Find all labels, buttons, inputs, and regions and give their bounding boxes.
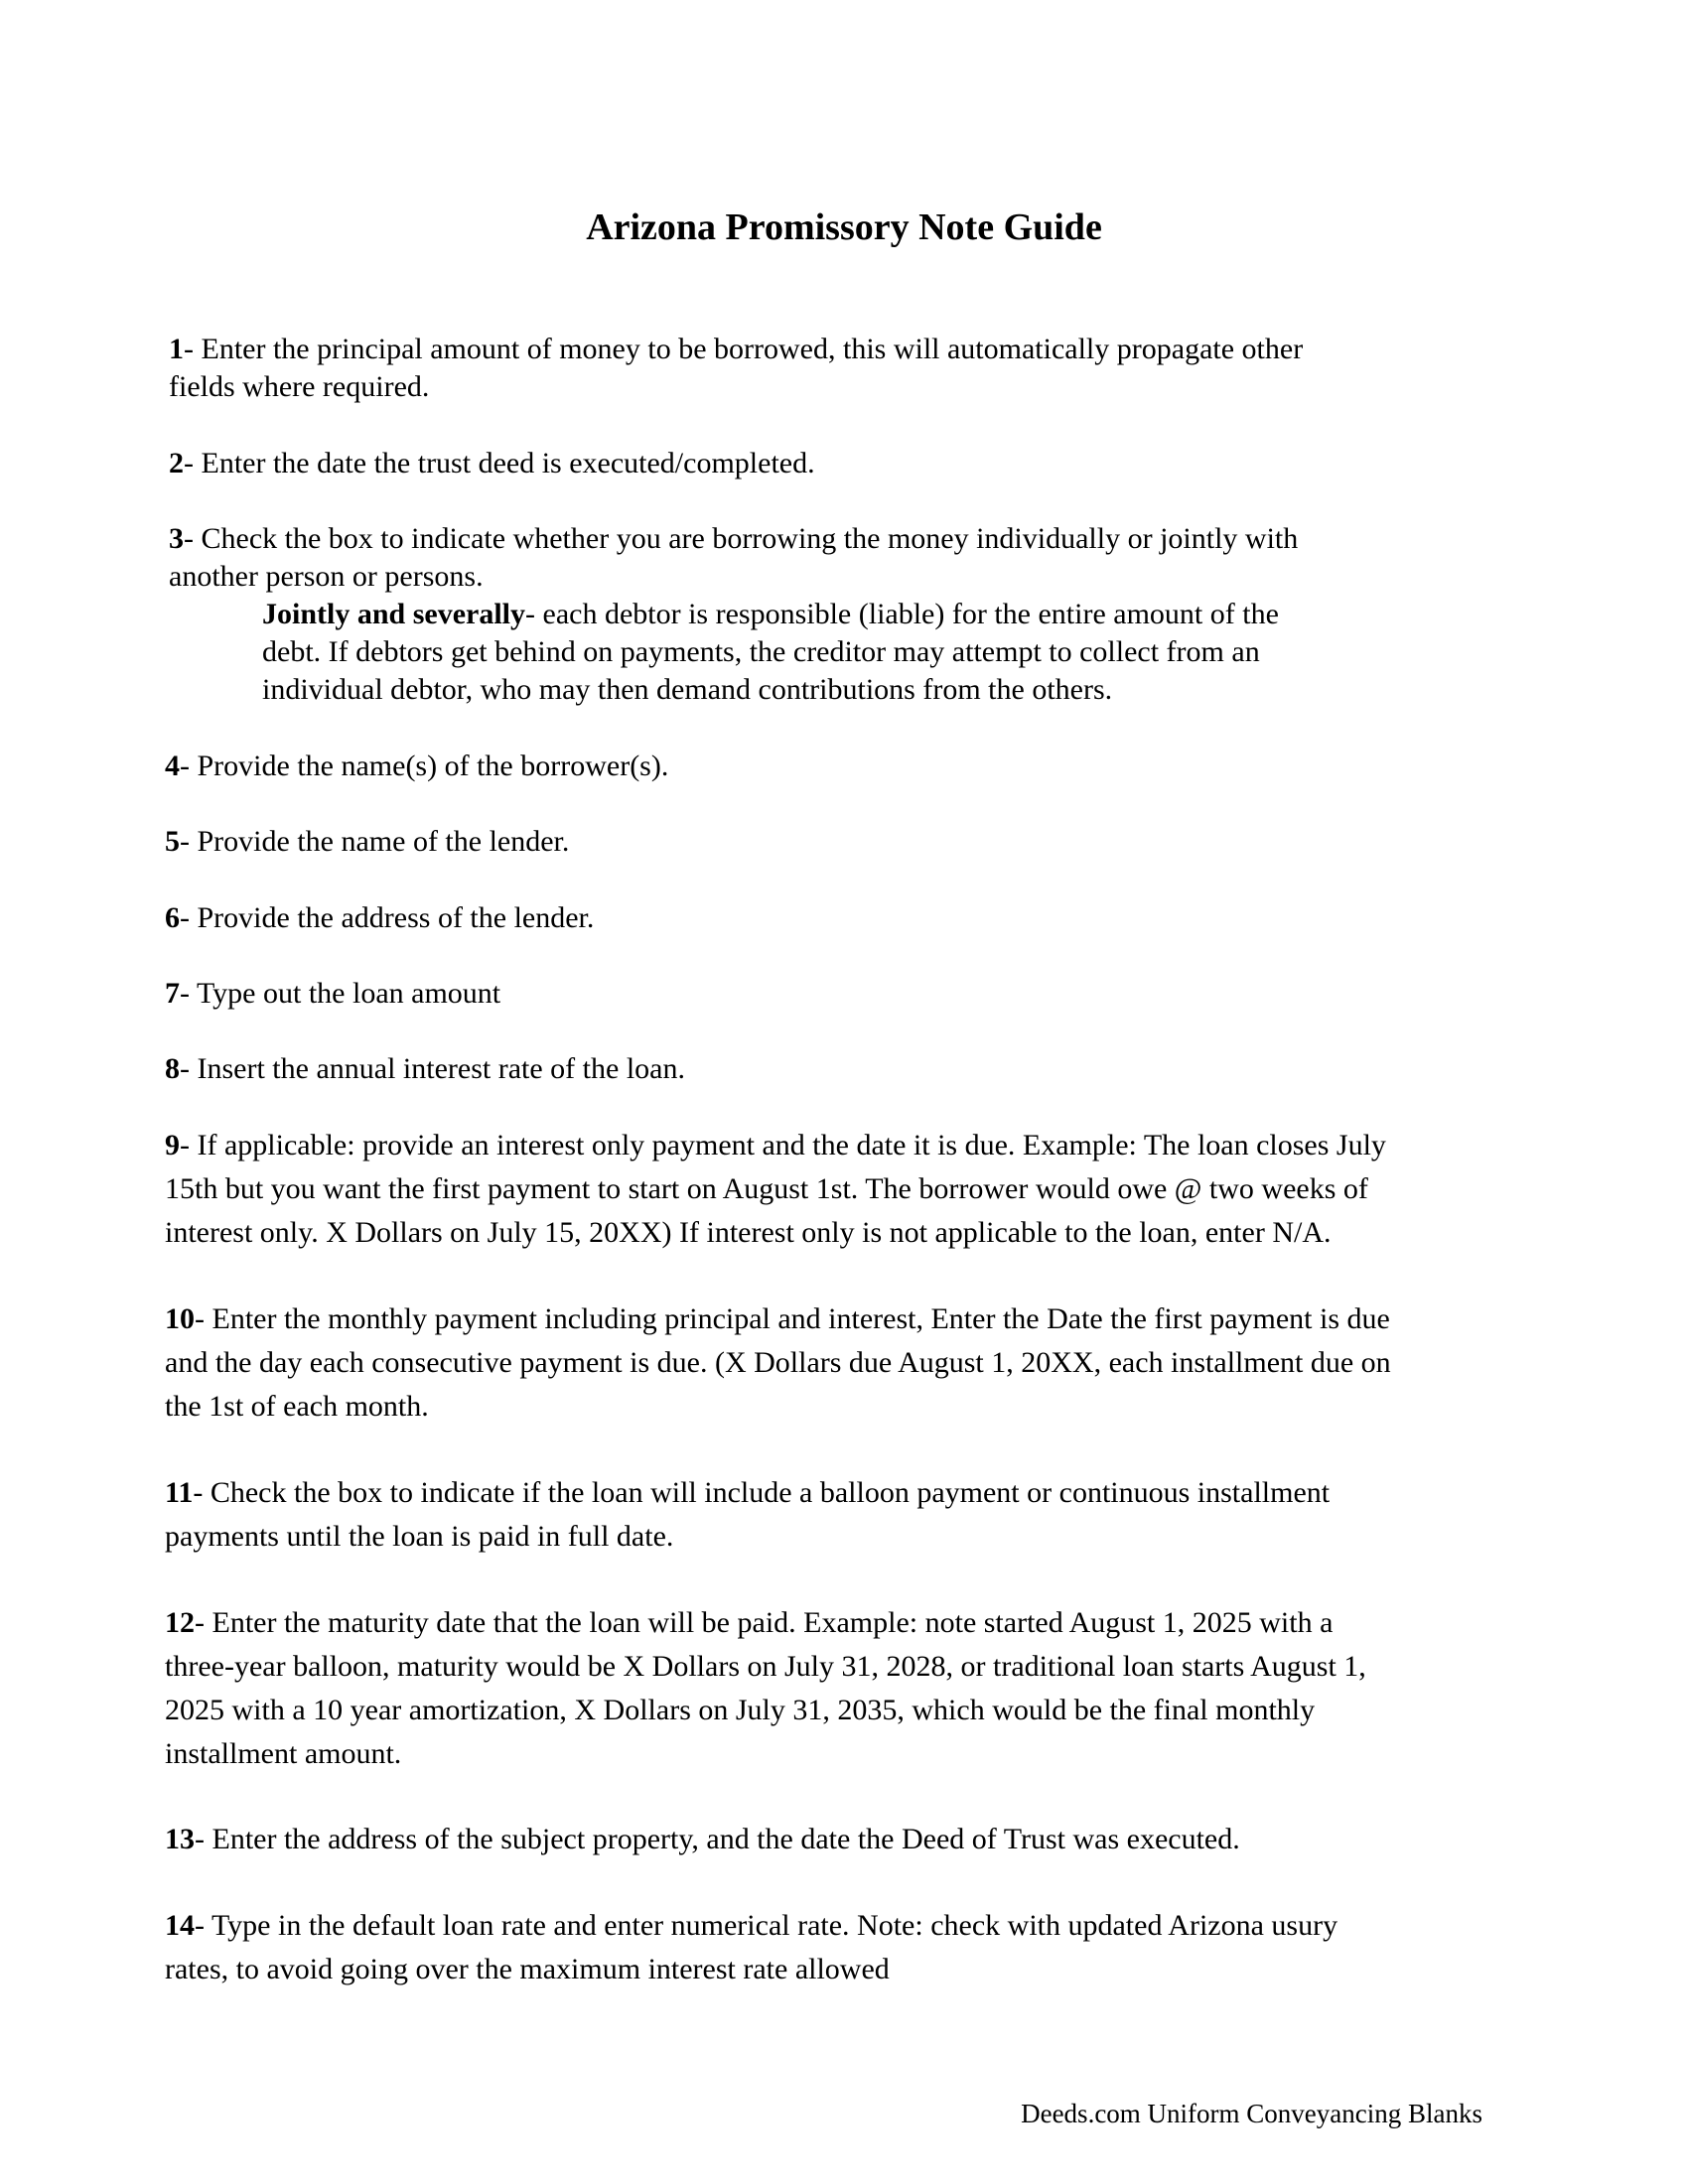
item-text: fields where required. bbox=[169, 370, 430, 403]
item-text: Type out the loan amount bbox=[196, 977, 501, 1010]
guide-item-2: 2- Enter the date the trust deed is executed/completed. bbox=[169, 447, 815, 479]
item-text: the 1st of each month. bbox=[165, 1390, 429, 1423]
item-number: 10 bbox=[165, 1302, 195, 1335]
item-text: Insert the annual interest rate of the loan. bbox=[197, 1052, 685, 1085]
item-text: If applicable: provide an interest only payment and the date it is due. Example: The loan closes July bbox=[197, 1129, 1386, 1161]
item-number: 4 bbox=[165, 750, 180, 782]
item-text: Provide the name(s) of the borrower(s). bbox=[197, 750, 669, 782]
item-number: 2 bbox=[169, 447, 184, 479]
item-number: 8 bbox=[165, 1052, 180, 1085]
guide-item-9: 9- If applicable: provide an interest only payment and the date it is due. Example: The loan closes July 15th but you want the first payment to start on August 1st. The borrower would owe @ two weeks of interest only. X Dollars on July 15, 20XX) If interest only is not applicable to the loan, enter N/A. bbox=[165, 1124, 1535, 1255]
item-text: Check the box to indicate if the loan will include a balloon payment or continuous installment bbox=[210, 1476, 1331, 1509]
jointly-severally-note bbox=[169, 596, 1539, 709]
item-number: 6 bbox=[165, 901, 180, 934]
item-text: payments until the loan is paid in full date. bbox=[165, 1520, 674, 1553]
item-number: 13 bbox=[165, 1823, 195, 1855]
guide-item-6: 6- Provide the address of the lender. bbox=[165, 901, 595, 934]
item-number: 1 bbox=[169, 333, 184, 365]
guide-item-4: 4- Provide the name(s) of the borrower(s). bbox=[165, 750, 669, 782]
item-text: installment amount. bbox=[165, 1737, 402, 1770]
note-text: - each debtor is responsible (liable) for the entire amount of the bbox=[525, 598, 1279, 630]
item-text: Enter the maturity date that the loan will be paid. Example: note started August 1, 2025 with a bbox=[211, 1606, 1334, 1639]
item-text: Check the box to indicate whether you are borrowing the money individually or jointly with bbox=[201, 522, 1299, 555]
item-text: three-year balloon, maturity would be X Dollars on July 31, 2028, or traditional loan starts August 1, bbox=[165, 1650, 1366, 1683]
item-number: 14 bbox=[165, 1909, 195, 1942]
guide-item-3: 3- Check the box to indicate whether you are borrowing the money individually or jointly with another person or persons. Jointly and severally- each debtor is responsible (liable) for the entire amount of the debt. If debtors get behind on payments, the creditor may attempt to collect from an individual debtor, who may then demand contributions from the others. bbox=[169, 520, 1539, 709]
item-text: and the day each consecutive payment is due. (X Dollars due August 1, 20XX, each installment due on bbox=[165, 1346, 1391, 1379]
item-text: Enter the date the trust deed is executed/completed. bbox=[201, 447, 815, 479]
note-text: individual debtor, who may then demand contributions from the others. bbox=[262, 673, 1113, 706]
item-text: interest only. X Dollars on July 15, 20XX) If interest only is not applicable to the loan, enter N/A. bbox=[165, 1216, 1332, 1249]
item-number: 12 bbox=[165, 1606, 195, 1639]
guide-item-8: 8- Insert the annual interest rate of the loan. bbox=[165, 1052, 685, 1085]
guide-item-11: 11- Check the box to indicate if the loan will include a balloon payment or continuous installment payments until the loan is paid in full date. bbox=[165, 1471, 1535, 1559]
guide-item-5: 5- Provide the name of the lender. bbox=[165, 825, 570, 858]
item-text: Type in the default loan rate and enter numerical rate. Note: check with updated Arizona usury bbox=[211, 1909, 1338, 1942]
item-number: 7 bbox=[165, 977, 180, 1010]
guide-item-7: 7- Type out the loan amount bbox=[165, 977, 501, 1010]
guide-item-14: 14- Type in the default loan rate and enter numerical rate. Note: check with updated Arizona usury rates, to avoid going over the maximum interest rate allowed bbox=[165, 1904, 1535, 1991]
footer-text: Deeds.com Uniform Conveyancing Blanks bbox=[1021, 2099, 1482, 2128]
item-text: another person or persons. bbox=[169, 560, 484, 593]
note-text: debt. If debtors get behind on payments, the creditor may attempt to collect from an bbox=[262, 635, 1260, 668]
item-number: 11 bbox=[165, 1476, 194, 1509]
guide-item-1: 1- Enter the principal amount of money to be borrowed, this will automatically propagate other fields where required. bbox=[169, 331, 1539, 406]
item-text: Provide the name of the lender. bbox=[197, 825, 570, 858]
item-number: 9 bbox=[165, 1129, 180, 1161]
note-term: Jointly and severally bbox=[262, 598, 526, 630]
item-text: Enter the address of the subject property, and the date the Deed of Trust was executed. bbox=[211, 1823, 1240, 1855]
guide-item-12: 12- Enter the maturity date that the loan will be paid. Example: note started August 1, 2025 with a three-year balloon, maturity would be X Dollars on July 31, 2028, or traditional loan starts August 1, 2025 with a 10 year amortization, X Dollars on July 31, 2035, which would be the final monthly installment amount. bbox=[165, 1601, 1535, 1776]
item-number: 3 bbox=[169, 522, 184, 555]
page-title: Arizona Promissory Note Guide bbox=[586, 206, 1102, 248]
item-number: 5 bbox=[165, 825, 180, 858]
item-text: 15th but you want the first payment to start on August 1st. The borrower would owe @ two weeks of bbox=[165, 1172, 1368, 1205]
item-text: Enter the principal amount of money to be borrowed, this will automatically propagate other bbox=[201, 333, 1304, 365]
item-text: Enter the monthly payment including principal and interest, Enter the Date the first payment is due bbox=[211, 1302, 1390, 1335]
guide-item-10: 10- Enter the monthly payment including principal and interest, Enter the Date the first payment is due and the day each consecutive payment is due. (X Dollars due August 1, 20XX, each installment due on the 1st of each month. bbox=[165, 1297, 1535, 1429]
item-text: Provide the address of the lender. bbox=[197, 901, 595, 934]
item-text: 2025 with a 10 year amortization, X Dollars on July 31, 2035, which would be the final monthly bbox=[165, 1694, 1316, 1726]
item-text: rates, to avoid going over the maximum interest rate allowed bbox=[165, 1953, 890, 1985]
guide-item-13: 13- Enter the address of the subject property, and the date the Deed of Trust was executed. bbox=[165, 1823, 1240, 1855]
